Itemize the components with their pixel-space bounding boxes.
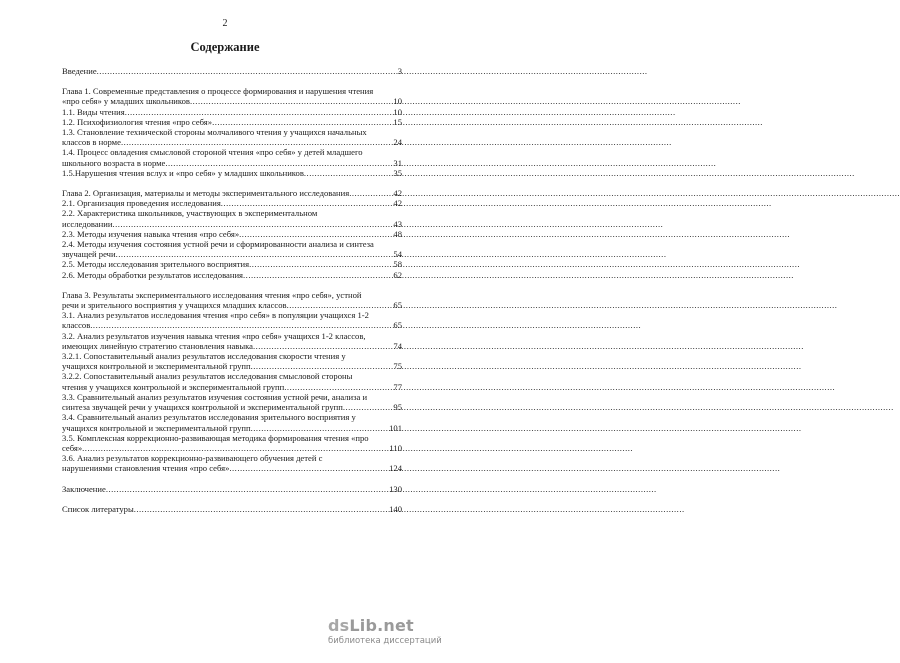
toc-entry-row <box>62 402 402 412</box>
toc-entry-lit <box>62 504 402 514</box>
toc-entry-text: классов <box>62 320 91 331</box>
toc-entry-s2-3 <box>62 229 402 239</box>
toc-entry-text: 2.3. Методы изучения навыка чтения «про себя» <box>62 228 240 239</box>
toc-page-number: 42 <box>393 188 402 199</box>
toc-entry-row <box>62 423 402 433</box>
toc-page-number: 65 <box>393 320 402 331</box>
toc-page-number: 48 <box>393 228 402 239</box>
toc-entry-row <box>62 249 402 259</box>
toc-entry-s1-4 <box>62 147 402 167</box>
toc-leader-dots <box>134 504 388 514</box>
toc-page-number: 130 <box>389 483 402 494</box>
toc-leader-dots <box>190 96 392 106</box>
toc-leader-dots <box>112 219 392 229</box>
toc-entry-row <box>62 361 402 371</box>
toc-leader-dots <box>239 229 392 239</box>
page-number: 2 <box>222 18 228 29</box>
toc-page-number: 75 <box>393 361 402 372</box>
toc-entry-s3-3 <box>62 392 402 412</box>
toc-leader-dots <box>97 66 397 76</box>
toc-entry-row <box>62 320 402 330</box>
toc-entry-text: Список литературы <box>62 503 134 514</box>
toc-page-number: 58 <box>393 259 402 270</box>
toc-page-number: 24 <box>393 137 402 148</box>
toc-entry-s3-2 <box>62 331 402 351</box>
toc-page-number: 74 <box>393 340 402 351</box>
toc-entry-s3-4 <box>62 412 402 432</box>
page-title: Содержание <box>190 40 260 54</box>
table-of-contents <box>62 66 402 514</box>
toc-entry-text: 1.2. Психофизиология чтения «про себя» <box>62 116 213 127</box>
toc-leader-dots <box>165 158 392 168</box>
toc-page-number: 3 <box>397 66 402 76</box>
toc-entry-text: 3.5. Комплексная коррекционно-развивающая методика формирования чтения «про <box>62 432 369 443</box>
toc-entry-row <box>62 484 402 494</box>
toc-entry-text: синтеза звучащей речи у учащихся контрольной и экспериментальной групп <box>62 402 343 413</box>
toc-gap <box>62 280 402 290</box>
toc-entry-s3-5 <box>62 433 402 453</box>
toc-entry-s3-1 <box>62 310 402 330</box>
toc-leader-dots <box>251 423 388 433</box>
toc-entry-text: имеющих линейную стратегию становления навыка <box>62 340 253 351</box>
toc-entry-row <box>62 300 402 310</box>
toc-entry-text: 2.4. Методы изучения состояния устной речи и сформированности анализа и синтеза <box>62 239 374 250</box>
toc-entry-row <box>62 96 402 106</box>
toc-entry-s2-6 <box>62 270 402 280</box>
toc-entry-text: чтения у учащихся контрольной и экспериментальной групп <box>62 381 285 392</box>
toc-leader-dots <box>304 168 393 178</box>
toc-leader-dots <box>284 382 392 392</box>
toc-leader-dots <box>82 443 388 453</box>
toc-entry-row <box>62 229 402 239</box>
toc-gap <box>62 76 402 86</box>
toc-entry-text: учащихся контрольной и экспериментальной групп <box>62 361 251 372</box>
toc-leader-dots <box>106 484 388 494</box>
toc-entry-row <box>62 259 402 269</box>
toc-page-number: 42 <box>393 198 402 209</box>
toc-entry-s1-1 <box>62 107 402 117</box>
toc-entry-text: себя» <box>62 442 83 453</box>
toc-gap <box>62 178 402 188</box>
toc-entry-concl <box>62 484 402 494</box>
toc-page-number: 65 <box>393 300 402 311</box>
toc-entry-text: 3.4. Сравнительный анализ результатов исследования зрительного восприятия у <box>62 412 356 423</box>
toc-entry-row <box>62 66 402 76</box>
toc-entry-s2-2 <box>62 208 402 228</box>
toc-entry-text: 1.5.Нарушения чтения вслух и «про себя» у младших школьников <box>62 167 304 178</box>
toc-page-number: 95 <box>393 402 402 413</box>
toc-leader-dots <box>249 259 392 269</box>
toc-entry-text: Заключение <box>62 483 106 494</box>
toc-page-number: 31 <box>393 157 402 168</box>
toc-entry-s3-6 <box>62 453 402 473</box>
toc-entry-row <box>62 219 402 229</box>
toc-entry-row <box>62 341 402 351</box>
toc-entry-s2-1 <box>62 198 402 208</box>
toc-gap <box>62 474 402 484</box>
toc-entry-text: Глава 2. Организация, материалы и методы экспериментального исследования <box>62 188 350 199</box>
toc-leader-dots <box>251 361 393 371</box>
toc-entry-text: школьного возраста в норме <box>62 157 166 168</box>
watermark-logo: dsLib.net <box>328 616 414 635</box>
toc-entry-text: 3.2.2. Сопоставительный анализ результатов исследования смысловой стороны <box>62 371 353 382</box>
toc-page-number: 54 <box>393 249 402 260</box>
toc-entry-text: 2.6. Методы обработки результатов исследования <box>62 269 244 280</box>
toc-entry-row <box>62 382 402 392</box>
toc-entry-row <box>62 198 402 208</box>
toc-page-number: 10 <box>393 96 402 107</box>
toc-leader-dots <box>229 463 388 473</box>
toc-entry-row <box>62 463 402 473</box>
toc-leader-dots <box>349 188 392 198</box>
toc-entry-row <box>62 107 402 117</box>
toc-leader-dots <box>121 137 392 147</box>
toc-entry-text: нарушениями становления чтения «про себя» <box>62 463 230 474</box>
toc-entry-text: Глава 1. Современные представления о процессе формирования и нарушения чтения <box>62 86 374 97</box>
toc-entry-ch2 <box>62 188 402 198</box>
toc-entry-text: 1.4. Процесс овладения смысловой стороной чтения «про себя» у детей младшего <box>62 147 363 158</box>
toc-leader-dots <box>90 320 392 330</box>
toc-entry-text: Введение <box>62 66 97 76</box>
toc-page-number: 15 <box>393 116 402 127</box>
toc-entry-text: Глава 3. Результаты экспериментального исследования чтения «про себя», устной <box>62 289 362 300</box>
toc-leader-dots <box>125 107 393 117</box>
toc-page-number: 101 <box>389 422 402 433</box>
toc-entry-row <box>62 137 402 147</box>
toc-page-number: 62 <box>393 269 402 280</box>
toc-entry-row <box>62 117 402 127</box>
toc-page-number: 10 <box>393 106 402 117</box>
toc-leader-dots <box>343 402 393 412</box>
toc-entry-row <box>62 270 402 280</box>
toc-entry-ch3 <box>62 290 402 310</box>
toc-entry-s1-5 <box>62 168 402 178</box>
toc-entry-row <box>62 188 402 198</box>
toc-entry-text: 3.2.1. Сопоставительный анализ результатов исследования скорости чтения у <box>62 351 346 362</box>
toc-entry-row <box>62 443 402 453</box>
toc-entry-s1-2 <box>62 117 402 127</box>
toc-entry-text: 3.6. Анализ результатов коррекционно-развивающего обучения детей с <box>62 453 323 464</box>
toc-entry-text: речи и зрительного восприятия у учащихся младших классов <box>62 300 287 311</box>
toc-entry-text: 3.3. Сравнительный анализ результатов изучения состояния устной речи, анализа и <box>62 391 368 402</box>
toc-entry-text: классов в норме <box>62 137 121 148</box>
toc-page-number: 110 <box>389 442 402 453</box>
toc-entry-text: 2.5. Методы исследования зрительного восприятия <box>62 259 250 270</box>
toc-entry-intro <box>62 66 402 76</box>
toc-leader-dots <box>116 249 393 259</box>
toc-leader-dots <box>243 270 392 280</box>
toc-entry-text: 3.2. Анализ результатов изучения навыка чтения «про себя» учащихся 1-2 классов, <box>62 330 366 341</box>
toc-entry-s2-4 <box>62 239 402 259</box>
toc-page-number: 43 <box>393 218 402 229</box>
toc-entry-text: 1.3. Становление технической стороны молчаливого чтения у учащихся начальных <box>62 127 367 138</box>
watermark <box>328 616 443 646</box>
toc-page-number: 77 <box>393 381 402 392</box>
toc-page-number: 35 <box>393 167 402 178</box>
toc-leader-dots <box>221 198 393 208</box>
toc-entry-text: звучащей речи <box>62 249 116 260</box>
toc-leader-dots <box>253 341 392 351</box>
toc-entry-text: 3.1. Анализ результатов исследования чтения «про себя» в популяции учащихся 1-2 <box>62 310 369 321</box>
toc-entry-row <box>62 168 402 178</box>
toc-entry-s1-3 <box>62 127 402 147</box>
toc-entry-ch1 <box>62 86 402 106</box>
toc-entry-row <box>62 504 402 514</box>
toc-entry-s2-5 <box>62 259 402 269</box>
toc-entry-text: 2.1. Организация проведения исследования <box>62 198 221 209</box>
toc-entry-text: «про себя» у младших школьников <box>62 96 190 107</box>
toc-entry-text: 2.2. Характеристика школьников, участвующих в экспериментальном <box>62 208 318 219</box>
toc-gap <box>62 494 402 504</box>
toc-entry-s3-2-2 <box>62 371 402 391</box>
toc-entry-text: 1.1. Виды чтения <box>62 106 125 117</box>
toc-entry-text: исследовании <box>62 218 113 229</box>
toc-page-number: 124 <box>389 463 402 474</box>
toc-entry-row <box>62 158 402 168</box>
toc-page-number: 140 <box>389 503 402 514</box>
toc-entry-s3-2-1 <box>62 351 402 371</box>
toc-leader-dots <box>212 117 392 127</box>
watermark-subtitle: библиотека диссертаций <box>328 636 442 646</box>
toc-entry-text: учащихся контрольной и экспериментальной групп <box>62 422 251 433</box>
toc-leader-dots <box>287 300 393 310</box>
